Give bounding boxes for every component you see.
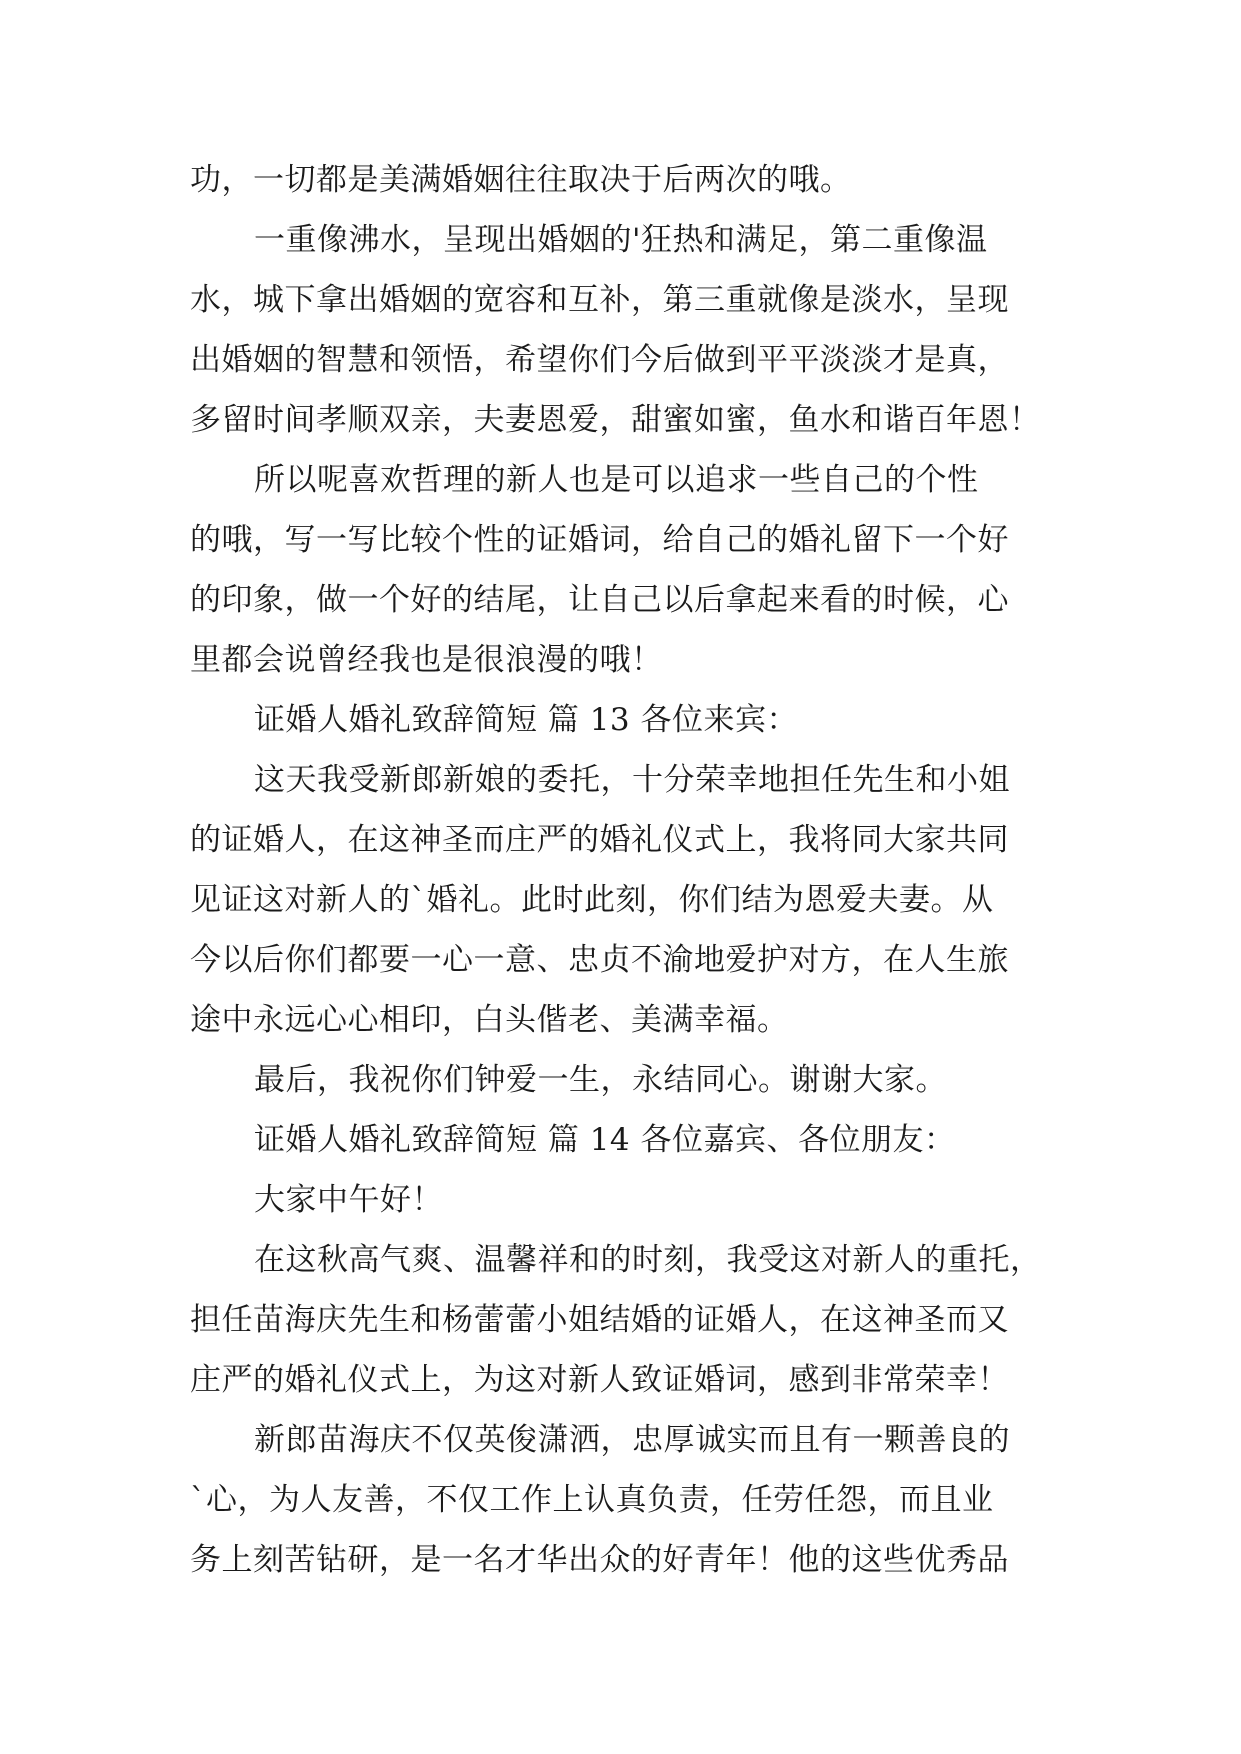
text-line: 担任苗海庆先生和杨蕾蕾小姐结婚的证婚人，在这神圣而又 bbox=[190, 1302, 1009, 1338]
text-line: 的证婚人，在这神圣而庄严的婚礼仪式上，我将同大家共同 bbox=[190, 822, 1009, 858]
text-line: 出婚姻的智慧和领悟，希望你们今后做到平平淡淡才是真， bbox=[190, 342, 1009, 378]
text-line: 的哦，写一写比较个性的证婚词，给自己的婚礼留下一个好 bbox=[190, 522, 1009, 558]
text-line: 里都会说曾经我也是很浪漫的哦！ bbox=[190, 642, 663, 678]
text-line: 所以呢喜欢哲理的新人也是可以追求一些自己的个性 bbox=[254, 462, 979, 498]
body-text bbox=[190, 150, 1060, 1590]
text-line: 水，城下拿出婚姻的宽容和互补，第三重就像是淡水，呈现 bbox=[190, 282, 1009, 318]
text-line: 的印象，做一个好的结尾，让自己以后拿起来看的时候，心 bbox=[190, 582, 1009, 618]
text-line: 今以后你们都要一心一意、忠贞不渝地爱护对方，在人生旅 bbox=[190, 942, 1009, 978]
text-line: 庄严的婚礼仪式上，为这对新人致证婚词，感到非常荣幸！ bbox=[190, 1362, 1009, 1398]
text-line: 在这秋高气爽、温馨祥和的时刻，我受这对新人的重托， bbox=[254, 1242, 1042, 1278]
text-line: 功，一切都是美满婚姻往往取决于后两次的哦。 bbox=[190, 162, 852, 198]
text-line: 一重像沸水，呈现出婚姻的'狂热和满足，第二重像温 bbox=[254, 222, 988, 258]
text-line: `心，为人友善，不仅工作上认真负责，任劳任怨，而且业 bbox=[190, 1482, 994, 1518]
section-heading-14: 证婚人婚礼致辞简短 篇 14 各位嘉宾、各位朋友： bbox=[254, 1122, 956, 1158]
text-line: 这天我受新郎新娘的委托，十分荣幸地担任先生和小姐 bbox=[254, 762, 1010, 798]
section-heading-13: 证婚人婚礼致辞简短 篇 13 各位来宾： bbox=[254, 702, 799, 738]
text-line: 最后，我祝你们钟爱一生，永结同心。谢谢大家。 bbox=[254, 1062, 947, 1098]
text-line: 务上刻苦钻研，是一名才华出众的好青年！他的这些优秀品 bbox=[190, 1542, 1009, 1578]
text-line: 大家中午好！ bbox=[254, 1182, 443, 1218]
text-line: 见证这对新人的`婚礼。此时此刻，你们结为恩爱夫妻。从 bbox=[190, 882, 994, 918]
text-line: 新郎苗海庆不仅英俊潇洒，忠厚诚实而且有一颗善良的 bbox=[254, 1422, 1010, 1458]
text-line: 途中永远心心相印，白头偕老、美满幸福。 bbox=[190, 1002, 789, 1038]
text-line: 多留时间孝顺双亲，夫妻恩爱，甜蜜如蜜，鱼水和谐百年恩！ bbox=[190, 402, 1041, 438]
